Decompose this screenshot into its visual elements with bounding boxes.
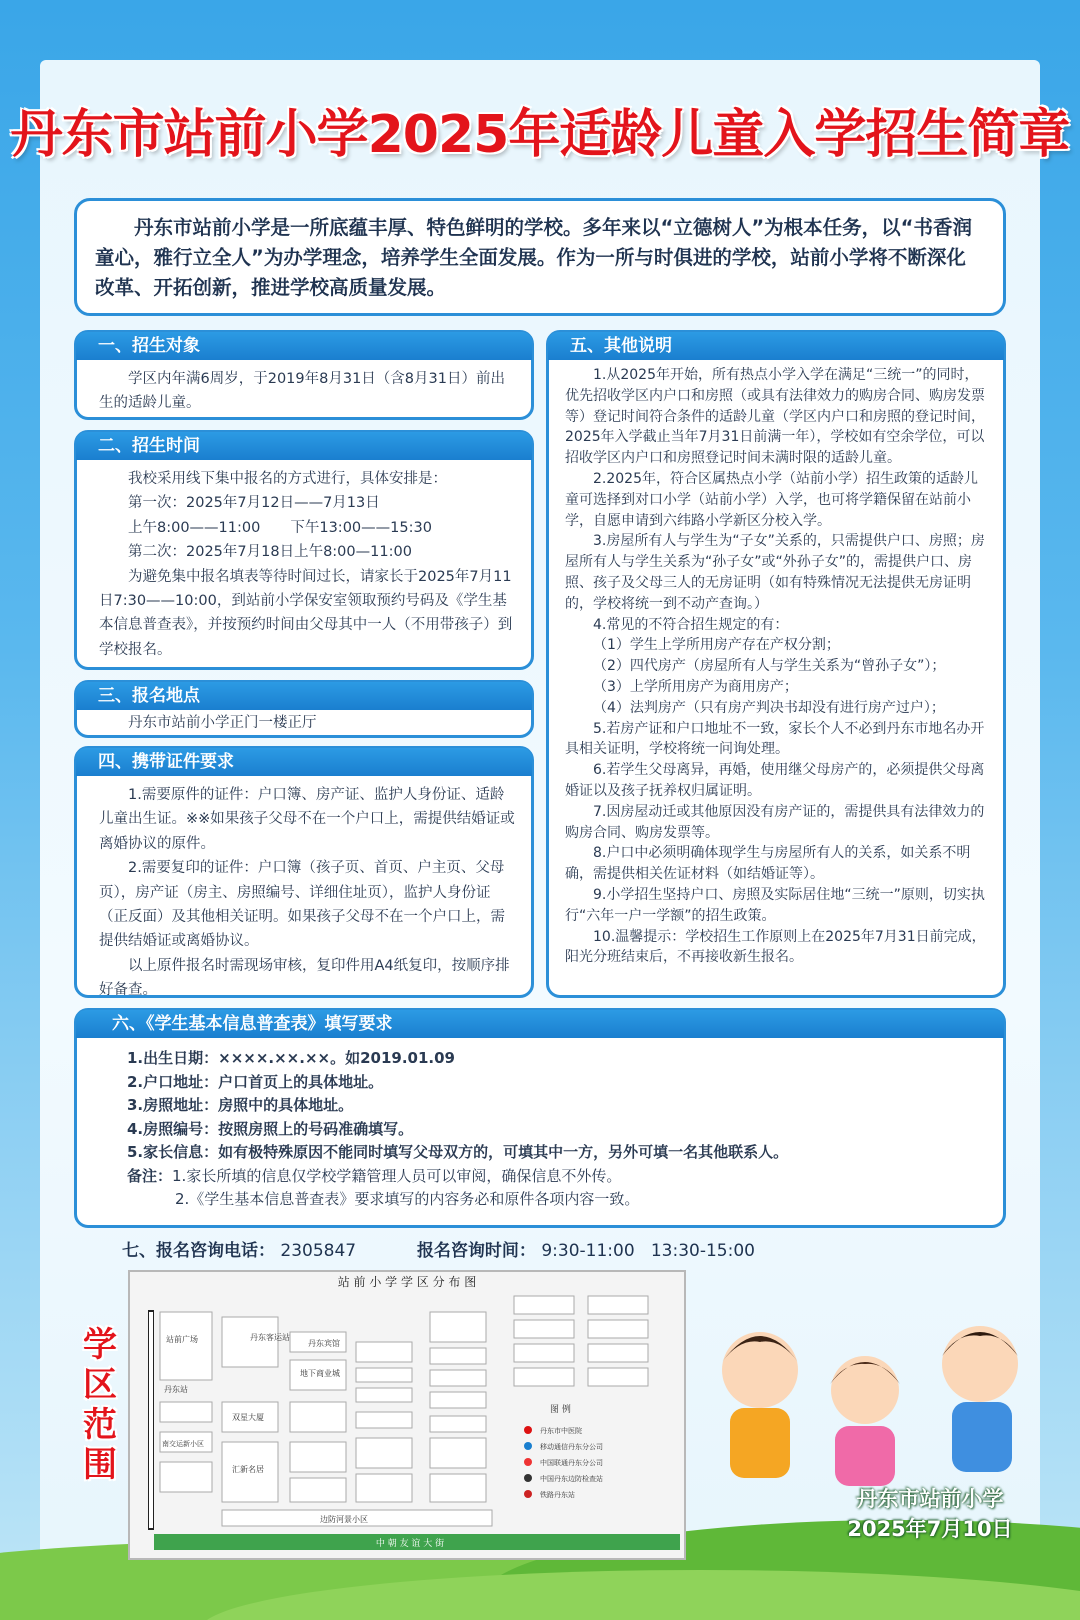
map-label: 丹东宾馆 bbox=[308, 1339, 340, 1348]
field-label: 4.房照编号： bbox=[127, 1119, 219, 1138]
section-location bbox=[74, 680, 534, 738]
child-face bbox=[722, 1332, 798, 1408]
school-intro: 丹东市站前小学是一所底蕴丰厚、特色鲜明的学校。多年来以“立德树人”为根本任务，以“书香润童心，雅行立全人”为办学理念，培养学生全面发展。作为一所与时俱进的学校，站前小学将不断深化改革、开拓创新，推进学校高质量发展。 bbox=[74, 198, 1006, 316]
note-text: 2.《学生基本信息普查表》要求填写的内容务必和原件各项内容一致。 bbox=[175, 1190, 640, 1208]
railway-dash bbox=[149, 1312, 153, 1528]
field-value: 如有极特殊原因不能同时填写父母双方的，可填其中一方，另外可填一名其他联系人。 bbox=[218, 1143, 789, 1161]
unicom-icon bbox=[524, 1458, 532, 1466]
child-face bbox=[831, 1356, 899, 1424]
note-subitem: （4）法判房产（只有房产判决书却没有进行房产过户）； bbox=[593, 699, 945, 716]
section-text: 第二次：2025年7月18日上午8:00—11:00 bbox=[128, 544, 412, 561]
map-label: 双星大厦 bbox=[232, 1413, 264, 1422]
map-block bbox=[356, 1368, 412, 1382]
section-enrollment-target bbox=[74, 330, 534, 420]
phone-number: 2305847 bbox=[280, 1241, 357, 1261]
map-block bbox=[222, 1317, 278, 1367]
map-block bbox=[290, 1478, 346, 1502]
legend-title: 图 例 bbox=[550, 1405, 571, 1415]
footer-signature bbox=[820, 1484, 1040, 1544]
map-block bbox=[430, 1312, 486, 1342]
bottom-road-label: 中 朝 友 谊 大 街 bbox=[375, 1539, 445, 1549]
map-block bbox=[430, 1474, 486, 1502]
time-label: 报名咨询时间： bbox=[416, 1241, 536, 1261]
section-form-requirements bbox=[74, 1008, 1006, 1228]
note-item: 2.2025年，符合区属热点小学（站前小学）招生政策的适龄儿童可选择到对口小学（站前小学）入学，也可将学籍保留在站前小学，自愿申请到六纬路小学新区分校入学。 bbox=[565, 470, 978, 529]
issue-date: 2025年7月10日 bbox=[847, 1517, 1013, 1541]
field-label: 1.出生日期： bbox=[127, 1049, 219, 1067]
note-item: 5.若房产证和户口地址不一致，家长个人不必到丹东市地名办开具相关证明，学校将统一问询处理。 bbox=[565, 720, 985, 758]
map-block bbox=[588, 1320, 648, 1338]
map-block bbox=[160, 1312, 212, 1380]
section-heading: 二、招生时间 bbox=[76, 432, 532, 460]
note-item: 4.常见的不符合招生规定的有： bbox=[593, 616, 789, 633]
map-block bbox=[588, 1368, 648, 1386]
child-shirt bbox=[952, 1402, 1012, 1472]
map-title: 站 前 小 学 学 区 分 布 图 bbox=[337, 1275, 477, 1289]
map-block bbox=[160, 1402, 212, 1422]
section-text: 以上原件报名时需现场审核，复印件用A4纸复印，按顺序排好备查。 bbox=[99, 957, 510, 999]
field-label: 2.户口地址： bbox=[127, 1072, 219, 1091]
section-text: 2.需要复印的证件：户口簿（孩子页、首页、户主页、父母页），房产证（房主、房照编号、详细住址页），监护人身份证（正反面）及其他相关证明。如果孩子父母不在一个户口上，需提供结婚证或离婚协议。 bbox=[99, 860, 505, 950]
map-block bbox=[588, 1344, 648, 1362]
section-heading: 六、《学生基本信息普查表》填写要求 bbox=[76, 1010, 1004, 1038]
phone-label: 七、报名咨询电话： bbox=[122, 1241, 275, 1261]
morning-time: 上午8:00——11:00 bbox=[128, 519, 261, 536]
child-shirt bbox=[835, 1426, 895, 1486]
map-block bbox=[430, 1438, 486, 1468]
section-documents bbox=[74, 746, 534, 998]
contact-line bbox=[122, 1236, 755, 1261]
field-value: ××××.××.××。如2019.01.09 bbox=[218, 1049, 455, 1067]
legend-item: 铁路丹东站 bbox=[540, 1491, 575, 1499]
legend-item: 移动通信丹东分公司 bbox=[540, 1443, 603, 1451]
section-enrollment-time bbox=[74, 430, 534, 670]
section-text: 丹东市站前小学正门一楼正厅 bbox=[128, 715, 317, 731]
hospital-icon bbox=[524, 1426, 532, 1434]
section-heading: 三、报名地点 bbox=[76, 682, 532, 710]
field-value: 户口首页上的具体地址。 bbox=[218, 1072, 384, 1091]
map-block bbox=[160, 1462, 212, 1492]
map-label: 地下商业城 bbox=[300, 1369, 340, 1378]
map-block bbox=[514, 1320, 574, 1338]
legend-item: 中国丹东边防检查站 bbox=[540, 1475, 603, 1483]
field-label: 5.家长信息： bbox=[127, 1143, 219, 1161]
note-item: 8.户口中必须明确体现学生与房屋所有人的关系，如关系不明确，需提供相关佐证材料（如结婚证等）。 bbox=[565, 845, 971, 883]
map-block bbox=[290, 1442, 346, 1472]
section-text: 我校采用线下集中报名的方式进行，具体安排是： bbox=[128, 471, 447, 487]
note-item: 10.温馨提示：学校招生工作原则上在2025年7月31日前完成，阳光分班结束后，不再接收新生报名。 bbox=[565, 928, 986, 966]
section-other-notes bbox=[546, 330, 1006, 998]
section-text: 1.需要原件的证件：户口簿、房产证、监护人身份证、适龄儿童出生证。※※如果孩子父母不在一个户口上，需提供结婚证或离婚协议的原件。 bbox=[99, 787, 515, 852]
school-district-label: 学区范围 bbox=[83, 1325, 117, 1485]
map-block bbox=[514, 1344, 574, 1362]
poster-title: 丹东市站前小学2025年适龄儿童入学招生简章 bbox=[10, 105, 1070, 165]
legend-item: 丹东市中医院 bbox=[540, 1427, 582, 1435]
map-block bbox=[356, 1342, 412, 1362]
field-label: 3.房照地址： bbox=[127, 1096, 219, 1114]
child-face bbox=[942, 1326, 1018, 1402]
consult-time: 9:30-11:00 13:30-15:00 bbox=[541, 1241, 755, 1261]
map-block bbox=[430, 1416, 486, 1432]
map-block bbox=[430, 1370, 486, 1386]
note-item: 7.因房屋动迁或其他原因没有房产证的，需提供具有法律效力的购房合同、购房发票等。 bbox=[565, 803, 985, 841]
section-text: 为避免集中报名填表等待时间过长，请家长于2025年7月11日7:30——10:00，到站前小学保安室领取预约号码及《学生基本信息普查表》，并按预约时间由父母其中一人（不用带孩子）到学校报名。 bbox=[99, 568, 513, 658]
note-item: 3.房屋所有人与学生为“子女”关系的，只需提供户口、房照；房屋所有人与学生关系为“孙子女”或“外孙子女”的，需提供户口、房照、孩子及父母三人的无房证明（如有特殊情况无法提供无房证明的，学校将统一到不动产查询。） bbox=[565, 533, 985, 612]
map-label: 丹东客运站 bbox=[250, 1333, 290, 1342]
note-text: 1.家长所填的信息仅学校学籍管理人员可以审阅，确保信息不外传。 bbox=[172, 1166, 622, 1185]
mobile-icon bbox=[524, 1442, 532, 1450]
field-value: 房照中的具体地址。 bbox=[218, 1096, 354, 1114]
afternoon-time: 下午13:00——15:30 bbox=[290, 519, 432, 536]
map-label: 丹东站 bbox=[164, 1385, 188, 1394]
legend-item: 中国联通丹东分公司 bbox=[540, 1459, 603, 1467]
map-label: 南交运新小区 bbox=[162, 1440, 204, 1448]
map-block bbox=[356, 1412, 412, 1428]
note-item: 6.若学生父母离异，再婚，使用继父母房产的，必须提供父母离婚证以及孩子抚养权归属证明。 bbox=[565, 762, 985, 799]
child-shirt bbox=[730, 1408, 790, 1478]
section-heading: 四、携带证件要求 bbox=[76, 748, 532, 776]
map-label: 边防河景小区 bbox=[320, 1515, 368, 1524]
note-item: 1.从2025年开始，所有热点小学入学在满足“三统一”的同时，优先招收学区内户口和房照（或具有法律效力的购房合同、购房发票等）登记时间符合条件的适龄儿童（学区内户口和房照的登记时间，2025年入学截止当年7月31日前满一年），学校如有空余学位，可以招收学区内户口和房照登记时间未满时限的适龄儿童。 bbox=[565, 367, 985, 467]
map-block bbox=[356, 1388, 412, 1402]
map-block bbox=[430, 1348, 486, 1364]
district-map-drawing bbox=[130, 1272, 684, 1558]
railway-station-icon bbox=[524, 1490, 532, 1498]
map-block bbox=[514, 1296, 574, 1314]
section-heading: 一、招生对象 bbox=[76, 332, 532, 360]
map-block bbox=[356, 1438, 412, 1468]
children-illustration bbox=[690, 1290, 1060, 1490]
map-label: 汇新名居 bbox=[232, 1465, 264, 1474]
school-name: 丹东市站前小学 bbox=[856, 1487, 1004, 1511]
map-block bbox=[514, 1368, 574, 1386]
map-label: 站前广场 bbox=[166, 1335, 198, 1344]
map-block bbox=[356, 1474, 412, 1502]
section-text: 学区内年满6周岁，于2019年8月31日（含8月31日）前出生的适龄儿童。 bbox=[99, 371, 505, 412]
note-subitem: （3）上学所用房产为商用房产； bbox=[593, 678, 798, 695]
section-heading: 五、其他说明 bbox=[548, 332, 1004, 360]
map-block bbox=[588, 1296, 648, 1314]
note-subitem: （1）学生上学所用房产存在产权分割； bbox=[593, 637, 840, 654]
note-item: 9.小学招生坚持户口、房照及实际居住地“三统一”原则，切实执行“六年一户一学额”的招生政策。 bbox=[565, 886, 985, 924]
district-map bbox=[128, 1270, 686, 1560]
section-text: 第一次：2025年7月12日——7月13日 bbox=[128, 495, 380, 512]
note-subitem: （2）四代房产（房屋所有人与学生关系为“曾孙子女”）； bbox=[593, 658, 946, 675]
map-block bbox=[290, 1402, 346, 1432]
map-block bbox=[430, 1392, 486, 1408]
field-value: 按照房照上的号码准确填写。 bbox=[218, 1119, 414, 1138]
border-check-icon bbox=[524, 1474, 532, 1482]
note-label: 备注： bbox=[127, 1166, 173, 1185]
